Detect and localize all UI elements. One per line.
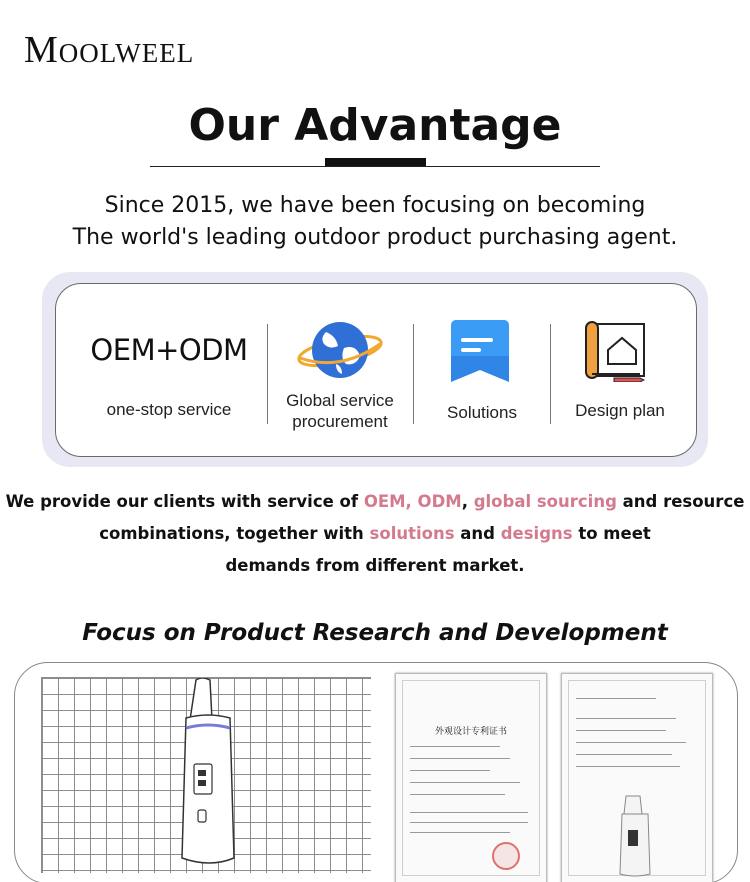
intro-text [0, 190, 750, 254]
device-thumbnail-icon [618, 794, 652, 878]
service-description [0, 486, 750, 582]
highlight-global-sourcing: global sourcing [473, 492, 617, 511]
oem-odm-label: one-stop service [106, 400, 232, 419]
globe-icon [296, 318, 384, 384]
product-sketch-image [41, 677, 371, 873]
design-plan-icon [584, 320, 648, 382]
patent-certificate-1 [395, 673, 547, 882]
design-plan-label: Design plan [575, 401, 665, 420]
highlight-oem-odm: OEM, ODM [363, 492, 462, 511]
intro-line-1: Since 2015, we have been focusing on becoming [104, 193, 646, 218]
skin-scrubber-device-icon [172, 678, 242, 874]
solutions-label: Solutions [447, 403, 517, 422]
oem-odm-heading: OEM+ODM [90, 333, 248, 367]
global-label-line-2: procurement [292, 412, 388, 431]
certificate-title: 外观设计专利证书 [434, 727, 507, 737]
rd-gallery [14, 662, 738, 882]
description-line-2: combinations, together with solutions and designs to meet [99, 524, 651, 543]
intro-line-2: The world's leading outdoor product purchasing agent. [72, 225, 678, 250]
solutions-icon [451, 320, 509, 382]
page-title: Our Advantage [188, 100, 562, 151]
highlight-solutions: solutions [369, 524, 455, 543]
description-line-1: We provide our clients with service of OEM, ODM, global sourcing and resource [5, 492, 745, 511]
global-service-label [268, 390, 412, 432]
brand-logo: Moolweel [24, 29, 195, 71]
description-line-3: demands from different market. [225, 556, 525, 575]
title-underline [150, 166, 600, 167]
red-seal-stamp [492, 842, 520, 870]
highlight-designs: designs [500, 524, 573, 543]
title-accent-bar [325, 158, 426, 166]
patent-certificate-2 [561, 673, 713, 882]
focus-heading: Focus on Product Research and Development [82, 620, 668, 646]
global-label-line-1: Global service [286, 391, 394, 410]
